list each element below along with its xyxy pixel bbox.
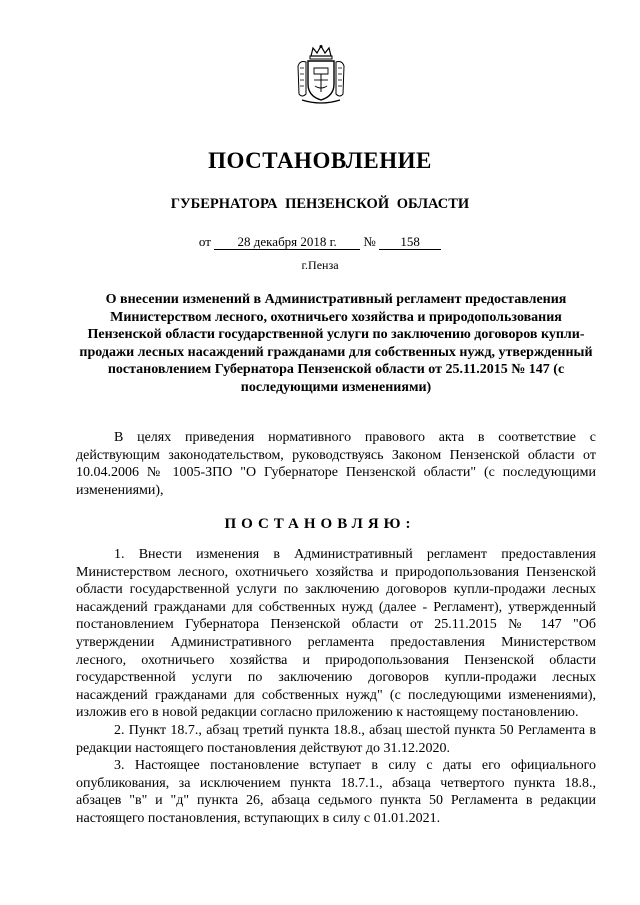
decree-item-2: 2. Пункт 18.7., абзац третий пункта 18.8., абзац шестой пункта 50 Регламента в редакции настоящего постановления действуют до 31.12.2020. xyxy=(76,722,596,756)
document-city: г.Пенза xyxy=(301,258,339,272)
decree-word: ПОСТАНОВЛЯЮ: xyxy=(224,516,416,532)
coat-of-arms-emblem xyxy=(296,44,346,106)
document-date: 28 декабря 2018 г. xyxy=(214,235,360,250)
date-number-line xyxy=(0,234,640,250)
document-heading: О внесении изменений в Административный регламент предоставления Министерством лесного, охотничьего хозяйства и природопользования Пензенской области государственной услуги по заключению договоров купли-продажи лесных насаждений гражданами для собственных нужд, утвержденный постановлением Губернатора Пензенской области от 25.11.2015 № 147 (с последующими изменениями) xyxy=(79,292,593,395)
document-title: ПОСТАНОВЛЕНИЕ xyxy=(208,148,432,173)
preamble xyxy=(76,429,596,499)
document-issuer: ГУБЕРНАТОРА ПЕНЗЕНСКОЙ ОБЛАСТИ xyxy=(170,196,470,212)
decree-item-3: 3. Настоящее постановление вступает в силу с даты его официального опубликования, за исключением пункта 18.7.1., абзаца четвертого пункта 18.8., абзацев "в" и "д" пункта 26, абзаца седьмого пункта 50 Регламента в редакции настоящего постановления, вступающих в силу с 01.01.2021. xyxy=(76,758,596,826)
number-prefix: № xyxy=(363,234,376,249)
decree-items xyxy=(76,546,596,828)
decree-item-1: 1. Внести изменения в Административный регламент предоставления Министерством лесного, охотничьего хозяйства и природопользования Пензенской области государственной услуги по заключению договоров купли-продажи лесных насаждений гражданами для собственных нужд (далее - Регламент), утвержденный постановлением Губернатора Пензенской области от 25.11.2015 № 147 "Об утверждении Административного регламента предоставления Министерством лесного, охотничьего хозяйства и природопользования Пензенской области государственной услуги по заключению договоров купли-продажи лесных насаждений гражданами для собственных нужд" (с последующими изменениями), изложив его в новой редакции согласно приложению к настоящему постановлению. xyxy=(76,547,596,721)
date-prefix: от xyxy=(198,234,211,249)
preamble-paragraph: В целях приведения нормативного правового акта в соответствие с действующим законодательством, руководствуясь Законом Пензенской области от 10.04.2006 № 1005-ЗПО "О Губернаторе Пензенской области" (с последующими изменениями), xyxy=(76,430,596,498)
document-number: 158 xyxy=(379,235,441,250)
